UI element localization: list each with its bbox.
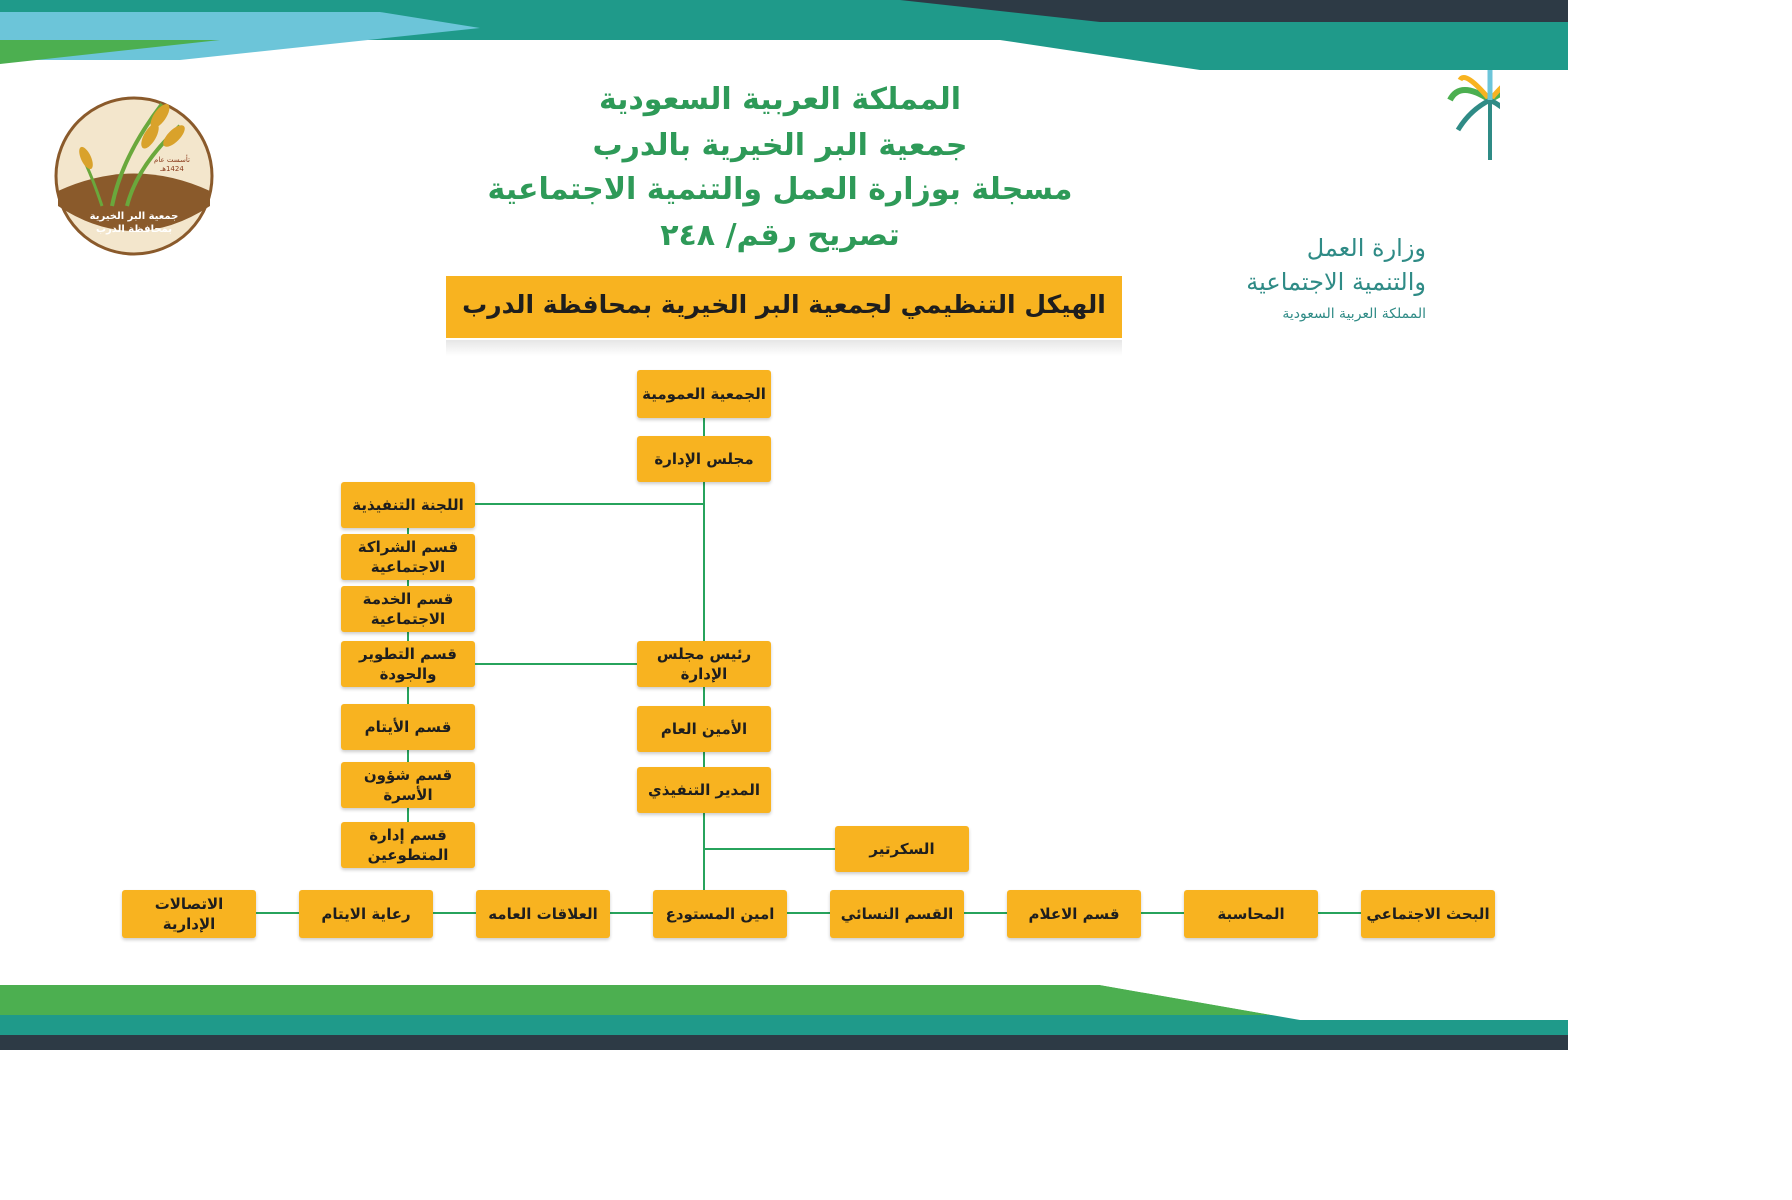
charity-logo-founded: تأسست عام 1424هـ: [154, 156, 190, 173]
org-box-social-service: قسم الخدمة الاجتماعية: [341, 586, 475, 632]
org-box-bottom-7: رعاية الايتام: [299, 890, 433, 938]
org-box-bottom-5: امين المستودع: [653, 890, 787, 938]
chart-title: الهيكل التنظيمي لجمعية البر الخيرية بمحافظة الدرب: [446, 276, 1122, 338]
org-box-bottom-3: قسم الاعلام: [1007, 890, 1141, 938]
org-box-secretary-general: الأمين العام: [637, 706, 771, 752]
org-box-secretary: السكرتير: [835, 826, 969, 872]
ministry-name-line1: وزارة العمل: [1306, 234, 1426, 262]
org-box-executive-director: المدير التنفيذي: [637, 767, 771, 813]
org-box-bottom-1: البحث الاجتماعي: [1361, 890, 1495, 938]
org-box-orphans: قسم الأيتام: [341, 704, 475, 750]
header-country: المملكة العربية السعودية: [598, 82, 962, 117]
header-charity-name: جمعية البر الخيرية بالدرب: [592, 128, 968, 163]
org-box-bottom-6: العلاقات العامه: [476, 890, 610, 938]
header-registration: مسجلة بوزارة العمل والتنمية الاجتماعية: [487, 172, 1073, 207]
org-box-bottom-2: المحاسبة: [1184, 890, 1318, 938]
bottom-decorative-band: [0, 975, 1568, 1050]
org-box-general-assembly: الجمعية العمومية: [637, 370, 771, 418]
ministry-country: المملكة العربية السعودية: [1282, 306, 1426, 322]
org-box-development-quality: قسم التطوير والجودة: [341, 641, 475, 687]
org-box-bottom-8: الاتصالات الإدارية: [122, 890, 256, 938]
org-box-executive-committee: اللجنة التنفيذية: [341, 482, 475, 528]
org-box-volunteers: قسم إدارة المتطوعين: [341, 822, 475, 868]
org-box-social-partnership: قسم الشراكة الاجتماعية: [341, 534, 475, 580]
charity-logo-name: جمعية البر الخيرية بمحافظة الدرب: [89, 211, 179, 235]
org-box-bottom-4: القسم النسائي: [830, 890, 964, 938]
ministry-name-line2: والتنمية الاجتماعية: [1246, 268, 1426, 296]
org-box-board: مجلس الإدارة: [637, 436, 771, 482]
org-box-family-affairs: قسم شؤون الأسرة: [341, 762, 475, 808]
header-permit-number: تصريح رقم/ ٢٤٨: [660, 218, 900, 253]
org-box-board-chair: رئيس مجلس الإدارة: [637, 641, 771, 687]
